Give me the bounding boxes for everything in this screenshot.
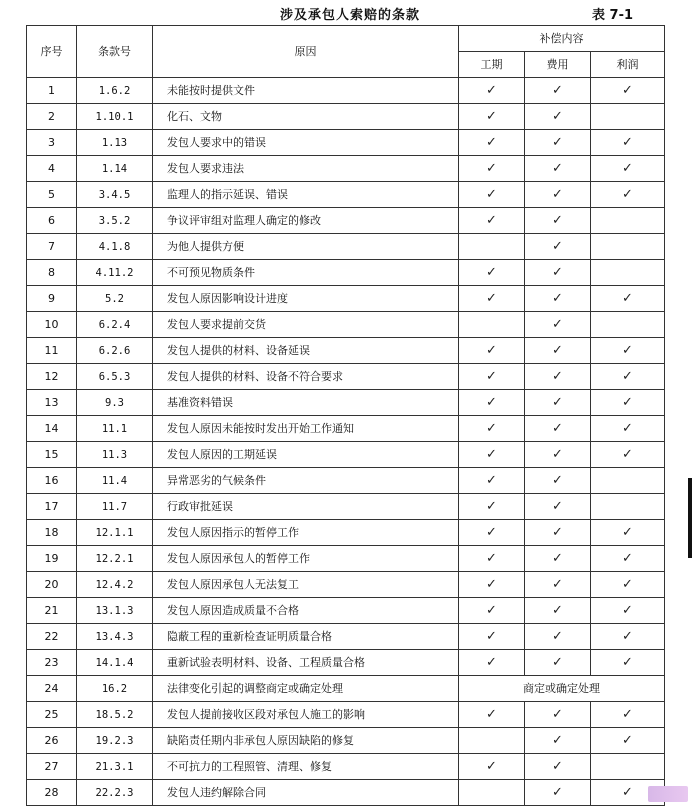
check-icon: ✓ xyxy=(552,654,563,670)
row-profit-cell xyxy=(591,624,665,650)
check-icon: ✓ xyxy=(622,160,633,176)
row-profit-cell xyxy=(591,702,665,728)
row-reason: 化石、文物 xyxy=(153,104,459,130)
row-clause: 6.2.4 xyxy=(77,312,153,338)
check-icon: ✓ xyxy=(622,342,633,358)
table-number: 表 7-1 xyxy=(592,8,634,23)
table-row xyxy=(27,650,665,676)
check-icon: ✓ xyxy=(552,212,563,228)
row-profit-cell xyxy=(591,234,665,260)
row-cost-cell xyxy=(525,260,591,286)
row-period-cell xyxy=(459,442,525,468)
table-row xyxy=(27,494,665,520)
row-clause: 12.1.1 xyxy=(77,520,153,546)
row-reason: 为他人提供方便 xyxy=(153,234,459,260)
row-reason: 发包人原因影响设计进度 xyxy=(153,286,459,312)
table-row xyxy=(27,572,665,598)
check-icon: ✓ xyxy=(486,186,497,202)
row-period-cell xyxy=(459,780,525,806)
row-cost-cell xyxy=(525,208,591,234)
row-period-cell xyxy=(459,104,525,130)
row-seq: 5 xyxy=(27,182,77,208)
check-icon: ✓ xyxy=(486,758,497,774)
row-profit-cell xyxy=(591,416,665,442)
row-period-cell xyxy=(459,208,525,234)
row-cost-cell xyxy=(525,182,591,208)
check-icon: ✓ xyxy=(486,368,497,384)
check-icon: ✓ xyxy=(622,628,633,644)
header-profit: 利润 xyxy=(591,52,665,78)
header-reason: 原因 xyxy=(153,26,459,78)
row-profit-cell xyxy=(591,208,665,234)
row-seq: 22 xyxy=(27,624,77,650)
check-icon: ✓ xyxy=(486,524,497,540)
row-seq: 15 xyxy=(27,442,77,468)
row-cost-cell xyxy=(525,130,591,156)
row-clause: 6.2.6 xyxy=(77,338,153,364)
check-icon: ✓ xyxy=(486,628,497,644)
row-period-cell xyxy=(459,364,525,390)
row-clause: 9.3 xyxy=(77,390,153,416)
check-icon: ✓ xyxy=(552,394,563,410)
row-reason: 不可预见物质条件 xyxy=(153,260,459,286)
row-profit-cell xyxy=(591,156,665,182)
row-period-cell xyxy=(459,78,525,104)
row-clause: 4.1.8 xyxy=(77,234,153,260)
row-cost-cell xyxy=(525,754,591,780)
row-period-cell xyxy=(459,546,525,572)
row-profit-cell xyxy=(591,312,665,338)
row-period-cell xyxy=(459,338,525,364)
check-icon: ✓ xyxy=(622,784,633,800)
check-icon: ✓ xyxy=(552,82,563,98)
table-row xyxy=(27,338,665,364)
row-cost-cell xyxy=(525,338,591,364)
row-cost-cell xyxy=(525,728,591,754)
row-cost-cell xyxy=(525,442,591,468)
row-profit-cell xyxy=(591,650,665,676)
check-icon: ✓ xyxy=(622,654,633,670)
row-period-cell xyxy=(459,520,525,546)
check-icon: ✓ xyxy=(622,446,633,462)
row-clause: 3.4.5 xyxy=(77,182,153,208)
check-icon: ✓ xyxy=(486,264,497,280)
row-cost-cell xyxy=(525,780,591,806)
check-icon: ✓ xyxy=(486,82,497,98)
row-seq: 27 xyxy=(27,754,77,780)
row-period-cell xyxy=(459,130,525,156)
row-profit-cell xyxy=(591,286,665,312)
table-row xyxy=(27,728,665,754)
row-reason: 法律变化引起的调整商定或确定处理 xyxy=(153,676,459,702)
row-period-cell xyxy=(459,754,525,780)
table-row xyxy=(27,624,665,650)
corner-sticker xyxy=(648,786,688,802)
row-profit-cell xyxy=(591,728,665,754)
check-icon: ✓ xyxy=(486,134,497,150)
header-clause: 条款号 xyxy=(77,26,153,78)
table-row xyxy=(27,312,665,338)
row-reason: 发包人违约解除合同 xyxy=(153,780,459,806)
row-clause: 11.7 xyxy=(77,494,153,520)
table-body xyxy=(27,78,665,806)
row-seq: 28 xyxy=(27,780,77,806)
row-clause: 3.5.2 xyxy=(77,208,153,234)
table-row xyxy=(27,78,665,104)
row-seq: 14 xyxy=(27,416,77,442)
check-icon: ✓ xyxy=(552,134,563,150)
check-icon: ✓ xyxy=(552,628,563,644)
row-cost-cell xyxy=(525,104,591,130)
check-icon: ✓ xyxy=(622,524,633,540)
table-row xyxy=(27,520,665,546)
row-reason: 不可抗力的工程照管、清理、修复 xyxy=(153,754,459,780)
table-row xyxy=(27,702,665,728)
check-icon: ✓ xyxy=(486,108,497,124)
row-profit-cell xyxy=(591,78,665,104)
row-clause: 11.4 xyxy=(77,468,153,494)
row-period-cell xyxy=(459,728,525,754)
row-reason: 发包人原因指示的暂停工作 xyxy=(153,520,459,546)
row-seq: 17 xyxy=(27,494,77,520)
check-icon: ✓ xyxy=(552,784,563,800)
table-row xyxy=(27,468,665,494)
row-profit-cell xyxy=(591,494,665,520)
row-clause: 22.2.3 xyxy=(77,780,153,806)
row-reason: 隐蔽工程的重新检查证明质量合格 xyxy=(153,624,459,650)
row-cost-cell xyxy=(525,390,591,416)
row-profit-cell xyxy=(591,130,665,156)
row-profit-cell xyxy=(591,572,665,598)
check-icon: ✓ xyxy=(552,732,563,748)
row-cost-cell xyxy=(525,156,591,182)
row-cost-cell xyxy=(525,572,591,598)
check-icon: ✓ xyxy=(486,290,497,306)
row-reason: 发包人原因造成质量不合格 xyxy=(153,598,459,624)
check-icon: ✓ xyxy=(552,758,563,774)
check-icon: ✓ xyxy=(622,290,633,306)
row-reason: 发包人原因承包人的暂停工作 xyxy=(153,546,459,572)
row-period-cell xyxy=(459,286,525,312)
row-reason: 发包人原因未能按时发出开始工作通知 xyxy=(153,416,459,442)
row-seq: 25 xyxy=(27,702,77,728)
row-clause: 19.2.3 xyxy=(77,728,153,754)
row-period-cell xyxy=(459,624,525,650)
row-clause: 13.1.3 xyxy=(77,598,153,624)
row-reason: 监理人的指示延误、错误 xyxy=(153,182,459,208)
row-profit-cell xyxy=(591,364,665,390)
table-title: 涉及承包人索赔的条款 xyxy=(280,8,421,23)
row-seq: 20 xyxy=(27,572,77,598)
check-icon: ✓ xyxy=(622,550,633,566)
claims-table xyxy=(26,25,665,806)
table-row xyxy=(27,364,665,390)
row-seq: 9 xyxy=(27,286,77,312)
row-cost-cell xyxy=(525,468,591,494)
check-icon: ✓ xyxy=(552,524,563,540)
row-cost-cell xyxy=(525,520,591,546)
row-reason: 发包人提前接收区段对承包人施工的影响 xyxy=(153,702,459,728)
row-period-cell xyxy=(459,494,525,520)
table-row xyxy=(27,260,665,286)
table-row xyxy=(27,390,665,416)
row-cost-cell xyxy=(525,494,591,520)
row-reason: 发包人要求中的错误 xyxy=(153,130,459,156)
check-icon: ✓ xyxy=(486,342,497,358)
check-icon: ✓ xyxy=(486,160,497,176)
row-reason: 缺陷责任期内非承包人原因缺陷的修复 xyxy=(153,728,459,754)
row-cost-cell xyxy=(525,416,591,442)
check-icon: ✓ xyxy=(552,342,563,358)
row-seq: 21 xyxy=(27,598,77,624)
row-cost-cell xyxy=(525,702,591,728)
table-row xyxy=(27,130,665,156)
row-seq: 1 xyxy=(27,78,77,104)
header-period: 工期 xyxy=(459,52,525,78)
table-row xyxy=(27,156,665,182)
table-row xyxy=(27,208,665,234)
check-icon: ✓ xyxy=(552,368,563,384)
table-header xyxy=(27,26,665,78)
check-icon: ✓ xyxy=(622,394,633,410)
check-icon: ✓ xyxy=(486,420,497,436)
page-edge-mark xyxy=(688,478,692,558)
row-period-cell xyxy=(459,182,525,208)
row-reason: 异常恶劣的气候条件 xyxy=(153,468,459,494)
table-row xyxy=(27,442,665,468)
row-profit-cell xyxy=(591,468,665,494)
row-reason: 发包人提供的材料、设备延误 xyxy=(153,338,459,364)
row-reason: 争议评审组对监理人确定的修改 xyxy=(153,208,459,234)
check-icon: ✓ xyxy=(552,264,563,280)
check-icon: ✓ xyxy=(486,576,497,592)
check-icon: ✓ xyxy=(486,446,497,462)
check-icon: ✓ xyxy=(552,238,563,254)
row-merged-note: 商定或确定处理 xyxy=(459,676,665,702)
row-seq: 6 xyxy=(27,208,77,234)
check-icon: ✓ xyxy=(552,160,563,176)
header-seq: 序号 xyxy=(27,26,77,78)
check-icon: ✓ xyxy=(622,134,633,150)
row-seq: 24 xyxy=(27,676,77,702)
check-icon: ✓ xyxy=(552,446,563,462)
row-cost-cell xyxy=(525,364,591,390)
row-profit-cell xyxy=(591,546,665,572)
row-profit-cell xyxy=(591,442,665,468)
row-seq: 18 xyxy=(27,520,77,546)
row-seq: 3 xyxy=(27,130,77,156)
check-icon: ✓ xyxy=(552,420,563,436)
row-clause: 11.1 xyxy=(77,416,153,442)
row-seq: 26 xyxy=(27,728,77,754)
row-seq: 4 xyxy=(27,156,77,182)
row-clause: 12.2.1 xyxy=(77,546,153,572)
row-period-cell xyxy=(459,312,525,338)
row-period-cell xyxy=(459,468,525,494)
row-seq: 2 xyxy=(27,104,77,130)
row-profit-cell xyxy=(591,520,665,546)
row-seq: 23 xyxy=(27,650,77,676)
row-reason: 重新试验表明材料、设备、工程质量合格 xyxy=(153,650,459,676)
check-icon: ✓ xyxy=(552,316,563,332)
check-icon: ✓ xyxy=(552,108,563,124)
row-profit-cell xyxy=(591,338,665,364)
row-clause: 11.3 xyxy=(77,442,153,468)
row-cost-cell xyxy=(525,546,591,572)
check-icon: ✓ xyxy=(486,498,497,514)
row-profit-cell xyxy=(591,104,665,130)
row-cost-cell xyxy=(525,234,591,260)
row-period-cell xyxy=(459,572,525,598)
row-profit-cell xyxy=(591,598,665,624)
check-icon: ✓ xyxy=(486,706,497,722)
row-seq: 12 xyxy=(27,364,77,390)
table-row xyxy=(27,780,665,806)
row-period-cell xyxy=(459,650,525,676)
check-icon: ✓ xyxy=(486,394,497,410)
row-clause: 13.4.3 xyxy=(77,624,153,650)
row-reason: 行政审批延误 xyxy=(153,494,459,520)
row-cost-cell xyxy=(525,624,591,650)
row-cost-cell xyxy=(525,286,591,312)
table-row xyxy=(27,182,665,208)
check-icon: ✓ xyxy=(622,420,633,436)
row-reason: 基准资料错误 xyxy=(153,390,459,416)
check-icon: ✓ xyxy=(622,368,633,384)
check-icon: ✓ xyxy=(622,82,633,98)
row-clause: 1.13 xyxy=(77,130,153,156)
row-reason: 发包人原因的工期延误 xyxy=(153,442,459,468)
row-period-cell xyxy=(459,156,525,182)
header-compensation: 补偿内容 xyxy=(459,26,665,52)
row-reason: 未能按时提供文件 xyxy=(153,78,459,104)
row-seq: 13 xyxy=(27,390,77,416)
row-profit-cell xyxy=(591,754,665,780)
row-clause: 5.2 xyxy=(77,286,153,312)
row-clause: 12.4.2 xyxy=(77,572,153,598)
row-clause: 1.14 xyxy=(77,156,153,182)
row-cost-cell xyxy=(525,312,591,338)
row-seq: 7 xyxy=(27,234,77,260)
check-icon: ✓ xyxy=(486,654,497,670)
row-reason: 发包人提供的材料、设备不符合要求 xyxy=(153,364,459,390)
check-icon: ✓ xyxy=(552,472,563,488)
row-profit-cell xyxy=(591,182,665,208)
row-cost-cell xyxy=(525,650,591,676)
row-profit-cell xyxy=(591,260,665,286)
row-clause: 14.1.4 xyxy=(77,650,153,676)
row-reason: 发包人要求违法 xyxy=(153,156,459,182)
check-icon: ✓ xyxy=(486,472,497,488)
check-icon: ✓ xyxy=(622,706,633,722)
row-period-cell xyxy=(459,416,525,442)
check-icon: ✓ xyxy=(622,186,633,202)
row-period-cell xyxy=(459,234,525,260)
row-clause: 16.2 xyxy=(77,676,153,702)
row-profit-cell xyxy=(591,390,665,416)
row-period-cell xyxy=(459,390,525,416)
table-row xyxy=(27,598,665,624)
table-row xyxy=(27,234,665,260)
check-icon: ✓ xyxy=(486,212,497,228)
row-seq: 8 xyxy=(27,260,77,286)
row-seq: 16 xyxy=(27,468,77,494)
check-icon: ✓ xyxy=(552,602,563,618)
row-clause: 21.3.1 xyxy=(77,754,153,780)
row-period-cell xyxy=(459,598,525,624)
check-icon: ✓ xyxy=(486,602,497,618)
row-cost-cell xyxy=(525,598,591,624)
check-icon: ✓ xyxy=(552,290,563,306)
table-row xyxy=(27,546,665,572)
header-cost: 费用 xyxy=(525,52,591,78)
check-icon: ✓ xyxy=(622,602,633,618)
row-clause: 4.11.2 xyxy=(77,260,153,286)
row-seq: 10 xyxy=(27,312,77,338)
table-row xyxy=(27,286,665,312)
row-clause: 18.5.2 xyxy=(77,702,153,728)
check-icon: ✓ xyxy=(622,576,633,592)
row-cost-cell xyxy=(525,78,591,104)
row-seq: 11 xyxy=(27,338,77,364)
check-icon: ✓ xyxy=(622,732,633,748)
row-period-cell xyxy=(459,260,525,286)
table-row xyxy=(27,676,665,702)
row-period-cell xyxy=(459,702,525,728)
check-icon: ✓ xyxy=(552,706,563,722)
row-clause: 6.5.3 xyxy=(77,364,153,390)
check-icon: ✓ xyxy=(552,186,563,202)
row-clause: 1.10.1 xyxy=(77,104,153,130)
row-clause: 1.6.2 xyxy=(77,78,153,104)
table-row xyxy=(27,754,665,780)
row-seq: 19 xyxy=(27,546,77,572)
table-row xyxy=(27,416,665,442)
check-icon: ✓ xyxy=(552,576,563,592)
check-icon: ✓ xyxy=(486,550,497,566)
check-icon: ✓ xyxy=(552,498,563,514)
check-icon: ✓ xyxy=(552,550,563,566)
row-reason: 发包人要求提前交货 xyxy=(153,312,459,338)
table-row xyxy=(27,104,665,130)
row-reason: 发包人原因承包人无法复工 xyxy=(153,572,459,598)
table-caption xyxy=(0,4,692,24)
